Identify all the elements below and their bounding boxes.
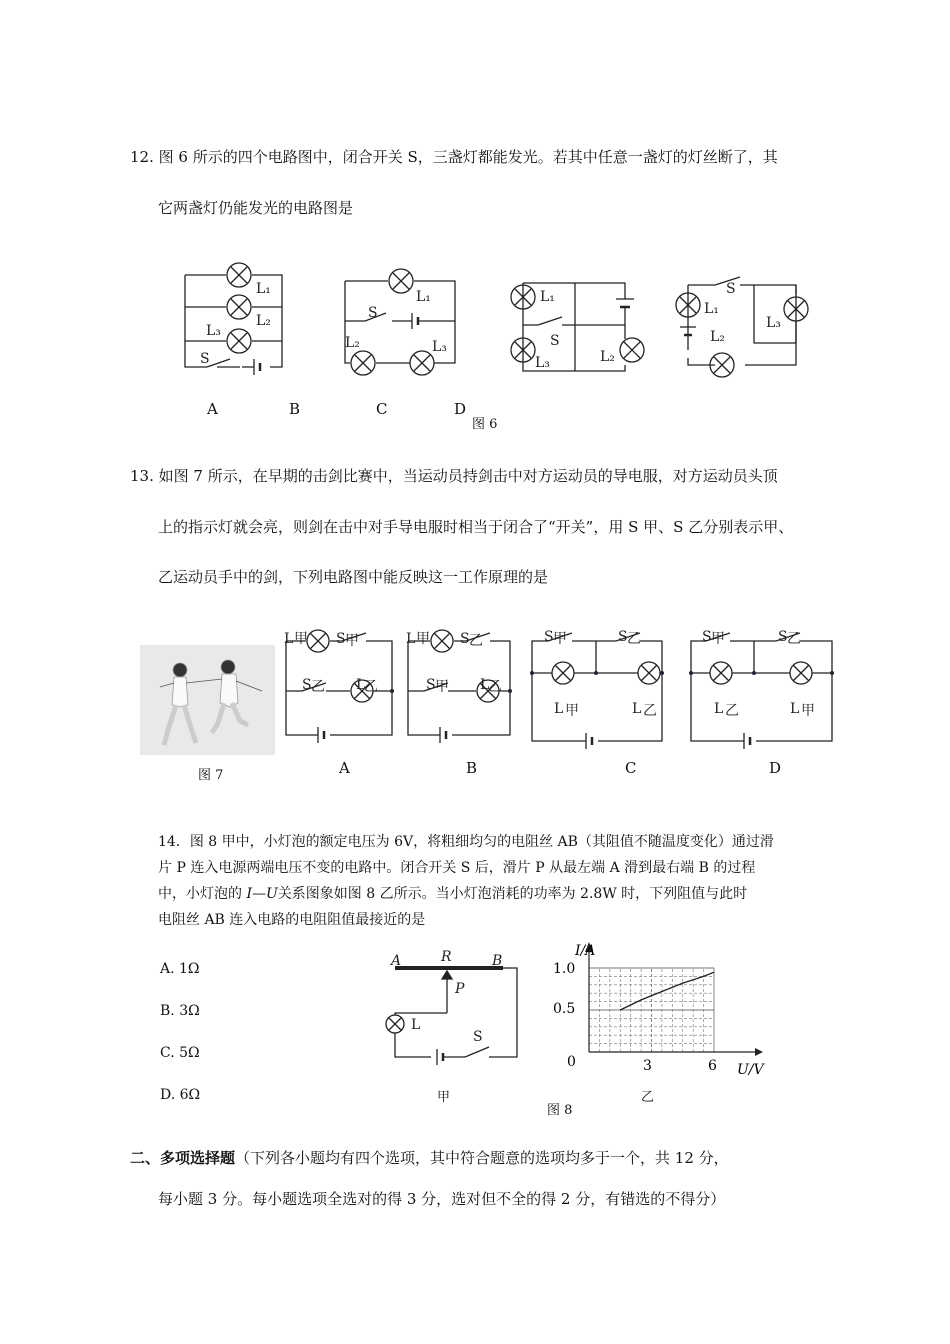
svg-text:L: L <box>632 701 642 717</box>
q13-line3: 乙运动员手中的剑，下列电路图中能反映这一工作原理的是 <box>158 568 549 586</box>
svg-text:甲: 甲 <box>416 631 430 647</box>
q12-option-b: B <box>289 400 301 418</box>
figure-8-caption: 图 8 <box>547 1103 573 1118</box>
q12-option-d: D <box>454 400 467 418</box>
svg-text:甲: 甲 <box>553 631 567 647</box>
svg-text:L₃: L₃ <box>206 323 221 339</box>
svg-text:乙: 乙 <box>311 679 325 695</box>
q13-option-b: B <box>466 759 478 777</box>
q13-option-d: D <box>769 759 782 777</box>
section2-header <box>130 1147 729 1169</box>
q14-stem <box>158 829 858 933</box>
q14-line3: 中，小灯泡的 I—U关系图象如图 8 乙所示。当小灯泡消耗的功率为 2.8W 时，下列阻值与此时 <box>158 886 748 902</box>
q14-choices <box>160 948 200 1116</box>
x-axis-label: U/V <box>737 1062 764 1075</box>
svg-text:L₁: L₁ <box>704 301 719 317</box>
fencing-photo <box>140 645 275 755</box>
q14-choice-d[interactable]: D. 6Ω <box>160 1087 201 1103</box>
svg-text:甲: 甲 <box>435 679 449 695</box>
x-tick-0: 3 <box>643 1058 652 1074</box>
graph-grid <box>589 968 714 1052</box>
q12-line2: 它两盏灯仍能发光的电路图是 <box>158 199 354 217</box>
svg-text:L: L <box>411 1017 421 1033</box>
svg-text:S: S <box>302 677 312 693</box>
svg-text:L₂: L₂ <box>345 335 360 351</box>
svg-text:甲: 甲 <box>345 633 359 649</box>
svg-text:甲: 甲 <box>294 631 308 647</box>
svg-text:S: S <box>778 629 788 645</box>
figure-8-jia-caption: 甲 <box>437 1090 451 1105</box>
svg-text:甲: 甲 <box>711 631 725 647</box>
svg-text:P: P <box>455 981 465 997</box>
figure-8-graph <box>545 940 780 1075</box>
figure-6-circuits <box>170 255 820 385</box>
svg-text:L₂: L₂ <box>600 349 615 365</box>
svg-text:乙: 乙 <box>364 679 378 695</box>
svg-text:L: L <box>714 701 724 717</box>
svg-text:L: L <box>406 631 416 647</box>
svg-text:S: S <box>550 333 560 349</box>
svg-text:乙: 乙 <box>469 633 483 649</box>
svg-text:乙: 乙 <box>488 679 502 695</box>
figure-7-caption: 图 7 <box>198 768 224 783</box>
svg-text:甲: 甲 <box>801 703 815 719</box>
svg-text:L₁: L₁ <box>540 289 555 305</box>
svg-text:甲: 甲 <box>565 703 579 719</box>
q12-option-a: A <box>207 400 218 418</box>
svg-text:S: S <box>368 305 378 321</box>
q14-line4: 电阻丝 AB 连入电路的电阻阻值最接近的是 <box>158 912 426 928</box>
svg-text:S: S <box>726 281 736 297</box>
svg-text:L: L <box>480 677 490 693</box>
y-tick-0: 0.5 <box>553 1001 576 1017</box>
q12-line1: 12. 图 6 所示的四个电路图中，闭合开关 S，三盏灯都能发光。若其中任意一盏灯的灯丝断了，其 <box>130 148 778 166</box>
svg-text:乙: 乙 <box>643 703 657 719</box>
svg-text:L₁: L₁ <box>256 281 271 297</box>
y-axis-label: I/A <box>575 943 596 959</box>
svg-text:L: L <box>790 701 800 717</box>
figure-8-circuit <box>385 945 520 1075</box>
x-tick-1: 6 <box>708 1058 717 1074</box>
svg-text:L: L <box>284 631 294 647</box>
origin-label: 0 <box>567 1054 576 1070</box>
svg-text:S: S <box>426 677 436 693</box>
svg-text:L₃: L₃ <box>432 339 447 355</box>
q12-option-c: C <box>376 400 388 418</box>
q13-option-c: C <box>625 759 637 777</box>
svg-text:L₂: L₂ <box>710 329 725 345</box>
svg-text:S: S <box>460 631 470 647</box>
q13-line2: 上的指示灯就会亮，则剑在击中对手导电服时相当于闭合了“开关”，用 S 甲、S 乙分别表示甲、 <box>158 518 794 536</box>
section2-title: 二、多项选择题 <box>130 1149 236 1167</box>
svg-text:乙: 乙 <box>725 703 739 719</box>
figure-7-circuits <box>282 625 844 750</box>
svg-text:S: S <box>618 629 628 645</box>
q13-line1: 13. 如图 7 所示，在早期的击剑比赛中，当运动员持剑击中对方运动员的导电服，对方运动员头顶 <box>130 467 778 485</box>
y-tick-1: 1.0 <box>553 961 576 977</box>
svg-text:L: L <box>356 677 366 693</box>
q13-option-a: A <box>339 759 350 777</box>
svg-text:S: S <box>544 629 554 645</box>
q14-choice-a[interactable]: A. 1Ω <box>160 961 200 977</box>
q14-line2: 片 P 连入电源两端电压不变的电路中。闭合开关 S 后，滑片 P 从最左端 A 滑到最右端 B 的过程 <box>158 860 756 876</box>
svg-text:L₂: L₂ <box>256 313 271 329</box>
figure-6-caption: 图 6 <box>472 417 498 432</box>
svg-text:R: R <box>441 949 452 965</box>
svg-text:乙: 乙 <box>787 631 801 647</box>
q14-line1: 14．图 8 甲中，小灯泡的额定电压为 6V，将粗细均匀的电阻丝 AB（其阻值不随温度变化）通过滑 <box>158 834 774 850</box>
svg-text:S: S <box>702 629 712 645</box>
svg-text:L₃: L₃ <box>766 315 781 331</box>
section2-desc2: 每小题 3 分。每小题选项全选对的得 3 分，选对但不全的得 2 分，有错选的不得分） <box>158 1190 726 1208</box>
section2-desc1: （下列各小题均有四个选项，其中符合题意的选项均多于一个，共 12 分， <box>235 1149 729 1167</box>
svg-text:A: A <box>391 953 402 969</box>
iu-curve <box>620 972 714 1010</box>
svg-text:L: L <box>554 701 564 717</box>
svg-text:B: B <box>492 953 503 969</box>
svg-text:S: S <box>200 351 210 367</box>
svg-text:乙: 乙 <box>627 631 641 647</box>
svg-text:S: S <box>336 631 346 647</box>
q14-choice-b[interactable]: B. 3Ω <box>160 1003 200 1019</box>
svg-text:L₁: L₁ <box>416 289 431 305</box>
q14-choice-c[interactable]: C. 5Ω <box>160 1045 200 1061</box>
svg-text:S: S <box>473 1029 483 1045</box>
figure-8-yi-caption: 乙 <box>641 1090 655 1105</box>
svg-text:L₃: L₃ <box>535 355 550 371</box>
